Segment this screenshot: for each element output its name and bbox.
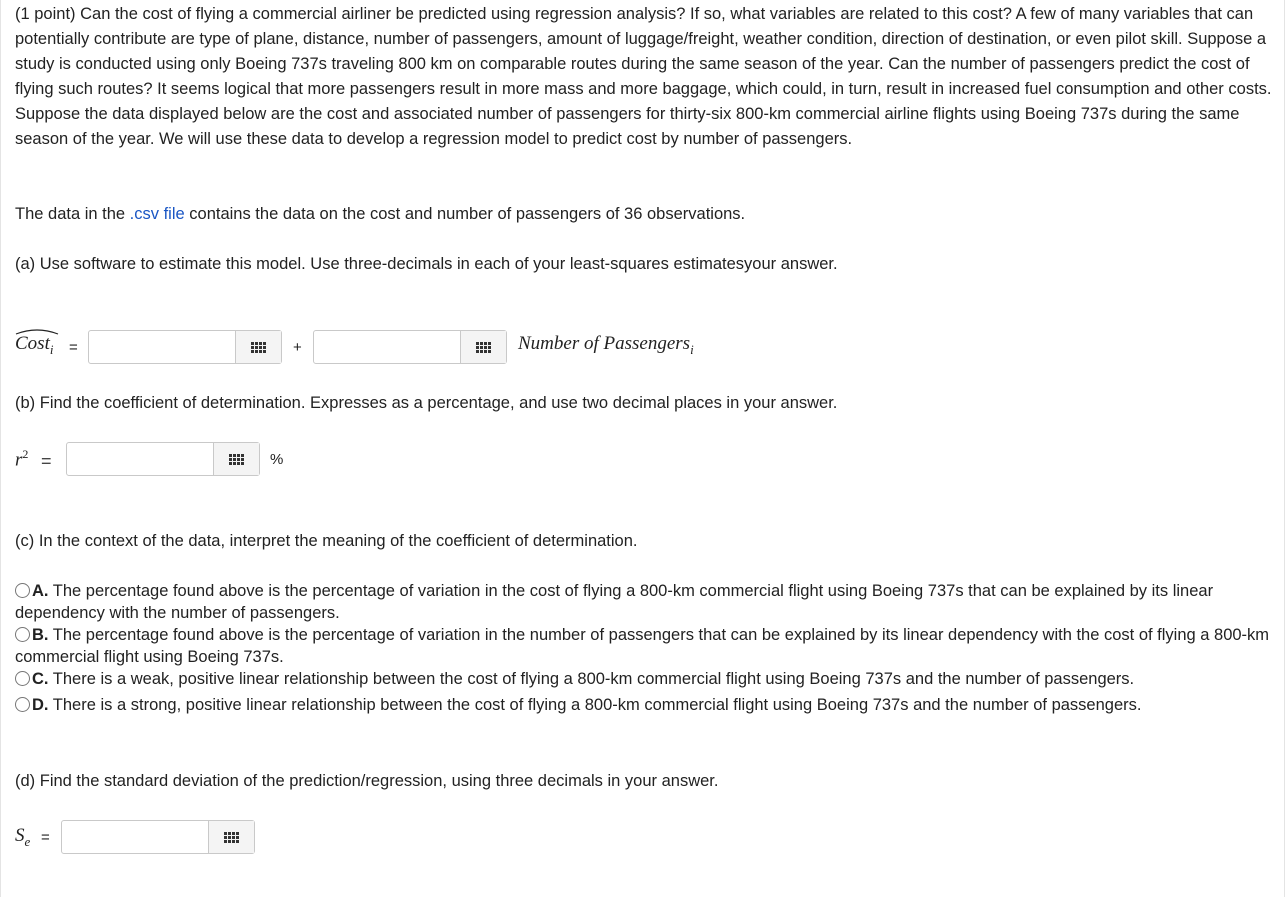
problem-intro: (1 point) Can the cost of flying a commercial airliner be predicted using regression analysis? If so, what variables are related to this cost? A few of many variables that can potentially contribute are type of plane, distance, number of passengers, amount of luggage/freight, weather condition, direction of destination, or even pilot skill. Suppose a study is conducted using only Boeing 737s traveling 800 km on comparable routes during the same season of the year. Can the number of passengers predict the cost of flying such routes? It seems logical that more passengers result in more mass and more baggage, which could, in turn, result in increased fuel consumption and other costs. Suppose the data displayed below are the cost and associated number of passengers for thirty-six 800-km commercial airline flights using Boeing 737s during the same season of the year. We will use these data to develop a regression model to predict cost by number of passengers. [15, 5, 1272, 148]
cost-subscript: i [49, 341, 54, 357]
r-symbol: r [15, 449, 23, 471]
se-palette-button[interactable] [208, 821, 254, 853]
option-a-letter: A. [32, 582, 49, 600]
r-squared-label [15, 447, 28, 471]
intercept-input[interactable] [89, 331, 235, 363]
cost-symbol: Cost [15, 333, 50, 354]
percent-unit: % [270, 451, 284, 468]
equation-palette-icon [224, 832, 239, 843]
data-line-before: The data in the [15, 205, 130, 223]
equals-sign-a: = [69, 339, 78, 356]
slope-answer-box [313, 330, 507, 364]
se-answer-box [61, 820, 255, 854]
cost-hat-label [15, 333, 53, 358]
option-d[interactable] [15, 694, 1283, 716]
r-squared-input[interactable] [67, 443, 213, 475]
intercept-answer-box [88, 330, 282, 364]
equals-sign-b: = [41, 451, 52, 471]
option-b[interactable] [15, 624, 1283, 668]
slope-input[interactable] [314, 331, 460, 363]
part-c-prompt: (c) In the context of the data, interpret the meaning of the coefficient of determination. [15, 532, 638, 550]
option-b-text: The percentage found above is the percentage of variation in the number of passengers that can be explained by its linear dependency with the cost of flying a 800-km commercial flight using Boeing 737s. [15, 626, 1270, 666]
s-subscript: e [24, 833, 31, 849]
data-line-after: contains the data on the cost and number of passengers of 36 observations. [184, 205, 746, 223]
se-input[interactable] [62, 821, 208, 853]
equals-sign-d: = [41, 829, 50, 846]
equation-palette-icon [251, 342, 266, 353]
radio-circle-icon[interactable] [15, 671, 30, 686]
hat-accent-icon [15, 327, 59, 335]
se-label [15, 825, 30, 850]
radio-circle-icon[interactable] [15, 697, 30, 712]
option-d-letter: D. [32, 696, 49, 714]
intercept-palette-button[interactable] [235, 331, 281, 363]
radio-circle-icon[interactable] [15, 583, 30, 598]
option-b-letter: B. [32, 626, 49, 644]
csv-file-link[interactable]: .csv file [129, 205, 185, 223]
part-b-prompt: (b) Find the coefficient of determination. Expresses as a percentage, and use two decimal places in your answer. [15, 394, 838, 412]
data-source-line [15, 202, 1283, 227]
option-c[interactable] [15, 668, 1283, 690]
r-exponent: 2 [22, 447, 29, 461]
option-a[interactable] [15, 580, 1283, 624]
passengers-subscript: i [690, 341, 694, 357]
s-symbol: S [15, 825, 25, 846]
slope-palette-button[interactable] [460, 331, 506, 363]
option-d-text: There is a strong, positive linear relationship between the cost of flying a 800-km commercial flight using Boeing 737s and the number of passengers. [48, 696, 1142, 714]
plus-sign: + [293, 339, 302, 356]
option-a-text: The percentage found above is the percentage of variation in the cost of flying a 800-km commercial flight using Boeing 737s that can be explained by its linear dependency with the number of passengers. [15, 582, 1214, 622]
equation-palette-icon [229, 454, 244, 465]
r-squared-answer-box [66, 442, 260, 476]
passengers-symbol: Number of Passengers [518, 333, 691, 354]
r-squared-palette-button[interactable] [213, 443, 259, 475]
option-c-letter: C. [32, 670, 49, 688]
option-c-text: There is a weak, positive linear relationship between the cost of flying a 800-km commercial flight using Boeing 737s and the number of passengers. [48, 670, 1135, 688]
equation-palette-icon [476, 342, 491, 353]
number-of-passengers-label [518, 333, 694, 358]
radio-circle-icon[interactable] [15, 627, 30, 642]
part-a-prompt: (a) Use software to estimate this model. Use three-decimals in each of your least-squares estimatesyour answer. [15, 255, 838, 273]
part-d-prompt: (d) Find the standard deviation of the prediction/regression, using three decimals in your answer. [15, 772, 719, 790]
